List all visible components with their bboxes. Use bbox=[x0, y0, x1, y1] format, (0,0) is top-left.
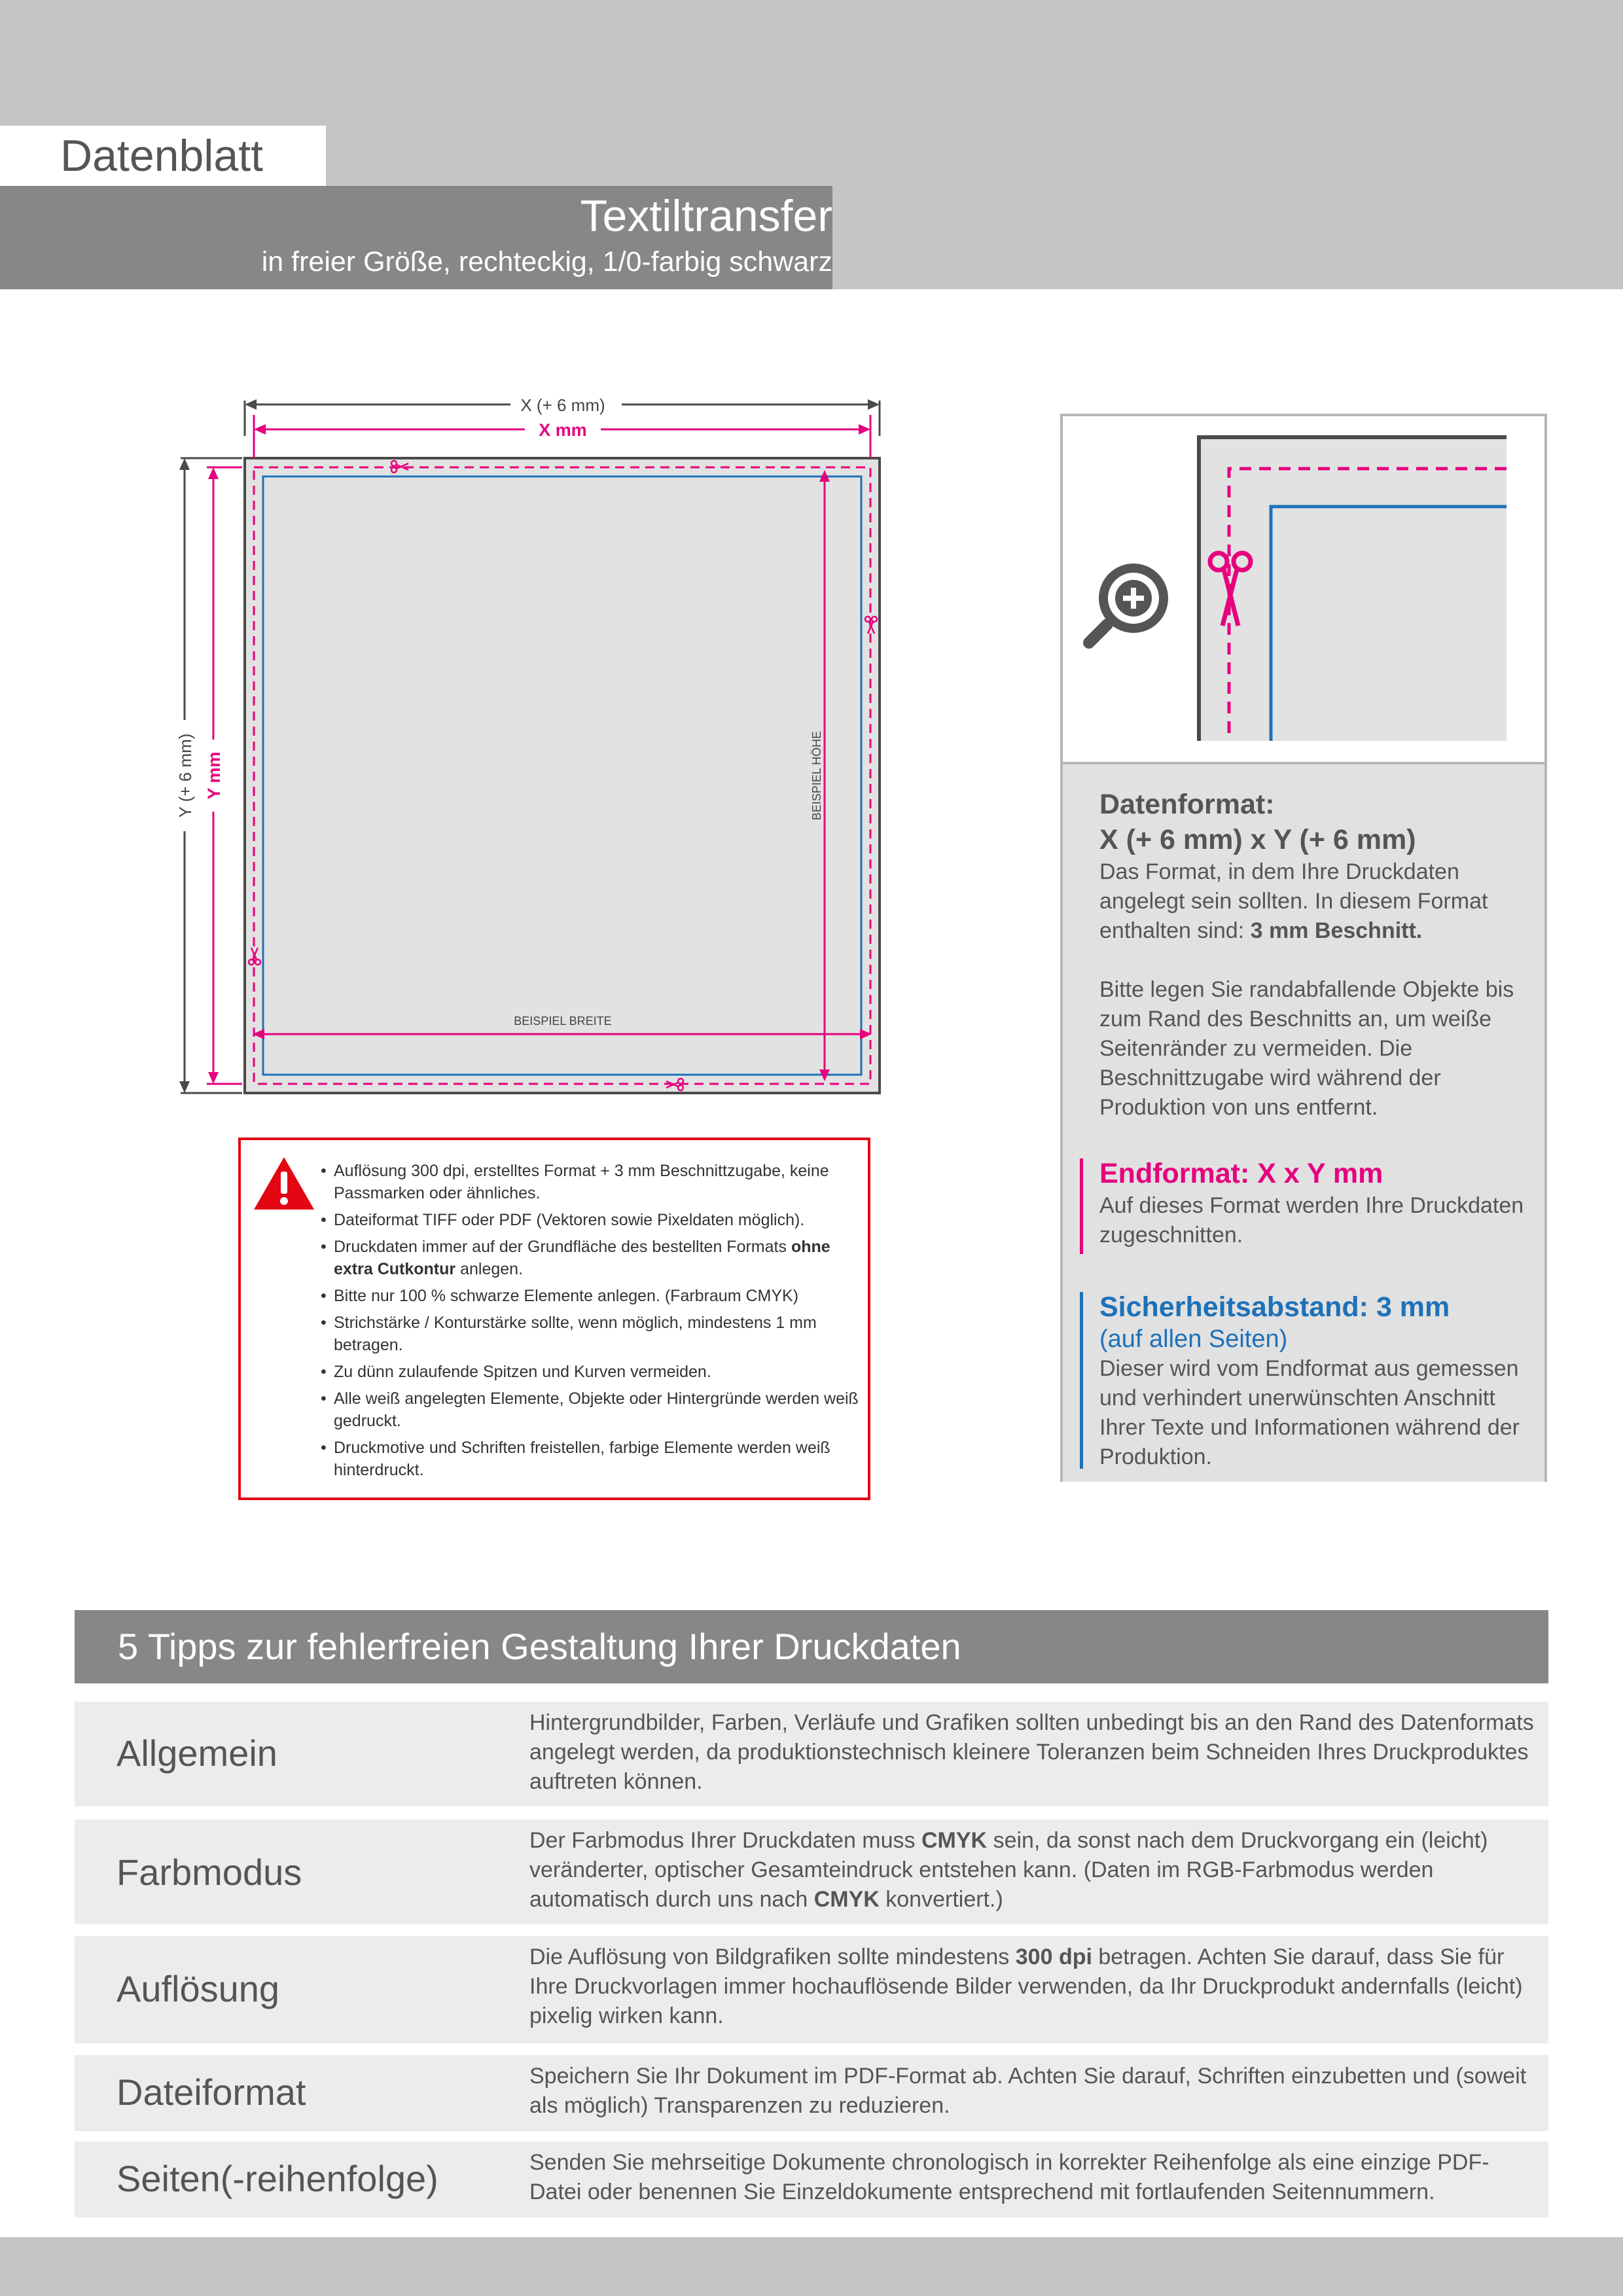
endformat-marker bbox=[1080, 1158, 1083, 1254]
warning-icon bbox=[253, 1156, 315, 1211]
tip-text: Der Farbmodus Ihrer Druckdaten muss CMYK sein, da sonst nach dem Druckvorgang ein (leicht) veränderter, optischer Gesamteindruck entstehen kann. (Daten im RGB-Farbmodus werden automatisch durch uns nach CMYK konvertiert.) bbox=[529, 1828, 1488, 1912]
endformat-text: Auf dieses Format werden Ihre Druckdaten zugeschnitten. bbox=[1099, 1193, 1524, 1247]
corner-detail-illustration bbox=[1063, 416, 1544, 762]
requirement-item: • Bitte nur 100 % schwarze Elemente anlegen. (Farbraum CMYK) bbox=[321, 1285, 864, 1307]
requirement-item: • Strichstärke / Konturstärke sollte, wenn möglich, mindestens 1 mm betragen. bbox=[321, 1312, 864, 1356]
sicherheit-title: Sicherheitsabstand: 3 mm bbox=[1099, 1291, 1450, 1323]
tip-label: Dateiformat bbox=[116, 2072, 306, 2113]
document-label: Datenblatt bbox=[60, 131, 263, 181]
tip-text: Speichern Sie Ihr Dokument im PDF-Format ab. Achten Sie darauf, Schriften einzubetten und (soweit als möglich) Transparenzen zu reduzieren. bbox=[529, 2064, 1527, 2118]
dim-y-outer-label: Y (+ 6 mm) bbox=[175, 733, 195, 818]
datenformat-title: Datenformat: bbox=[1099, 789, 1275, 820]
requirement-item: • Druckmotive und Schriften freistellen, farbige Elemente werden weiß hinterdruckt. bbox=[321, 1437, 864, 1481]
datenformat-size: X (+ 6 mm) x Y (+ 6 mm) bbox=[1099, 824, 1416, 855]
sicherheit-subtitle: (auf allen Seiten) bbox=[1099, 1325, 1288, 1353]
requirement-item: • Alle weiß angelegten Elemente, Objekte oder Hintergründe werden weiß gedruckt. bbox=[321, 1388, 864, 1432]
info-panel bbox=[1060, 414, 1547, 1482]
tip-text: Senden Sie mehrseitige Dokumente chronologisch in korrekter Reihenfolge als eine einzige PDF-Datei oder benennen Sie Einzeldokumente entsprechend mit fortlaufenden Seitennummern. bbox=[529, 2150, 1489, 2204]
format-diagram bbox=[151, 386, 903, 1106]
requirements-box bbox=[238, 1138, 870, 1500]
tip-text: Hintergrundbilder, Farben, Verläufe und Grafiken sollten unbedingt bis an den Rand des Datenformats angelegt werden, da produktionstechnisch kleinere Toleranzen beim Schneiden Ihres Druckproduktes auftreten können. bbox=[529, 1710, 1534, 1794]
datenformat-text2: Bitte legen Sie randabfallende Objekte bis zum Rand des Beschnitts an, um weiße Seitenränder zu vermeiden. Die Beschnittzugabe wird während der Produktion von uns entfernt. bbox=[1099, 977, 1514, 1120]
tip-row-allgemein bbox=[75, 1702, 1548, 1806]
sicherheit-section bbox=[1099, 1289, 1531, 1472]
data-format-area bbox=[245, 458, 880, 1093]
tip-label: Seiten(-reihenfolge) bbox=[116, 2158, 438, 2199]
requirement-item: • Druckdaten immer auf der Grundfläche des bestellten Formats ohne extra Cutkontur anlegen. bbox=[321, 1236, 864, 1280]
dim-x-inner-label: X mm bbox=[539, 420, 587, 440]
dim-y-inner-label: Y mm bbox=[204, 751, 224, 800]
info-text-area bbox=[1063, 762, 1544, 1482]
dim-x-outer-label: X (+ 6 mm) bbox=[520, 395, 605, 415]
tip-row-seiten bbox=[75, 2142, 1548, 2217]
tip-row-farbmodus bbox=[75, 1820, 1548, 1924]
example-width-label: BEISPIEL BREITE bbox=[514, 1014, 612, 1028]
requirement-item: • Dateiformat TIFF oder PDF (Vektoren sowie Pixeldaten möglich). bbox=[321, 1209, 864, 1231]
example-height-label: BEISPIEL HÖHE bbox=[810, 730, 823, 821]
endformat-title: Endformat: X x Y mm bbox=[1099, 1158, 1383, 1189]
tips-title: 5 Tipps zur fehlerfreien Gestaltung Ihrer Druckdaten bbox=[118, 1626, 961, 1667]
tip-row-aufloesung bbox=[75, 1936, 1548, 2043]
tip-text: Die Auflösung von Bildgrafiken sollte mindestens 300 dpi betragen. Achten Sie darauf, dass Sie für Ihre Druckvorlagen immer hochauflösende Bilder verwenden, da Ihr Druckprodukt andernfalls (leicht) pixelig wirken kann. bbox=[529, 1945, 1523, 2028]
sicherheit-text: Dieser wird vom Endformat aus gemessen und verhindert unerwünschten Anschnitt Ihrer Texte und Informationen während der Produktion. bbox=[1099, 1356, 1520, 1469]
page-title: Textiltransfer bbox=[580, 191, 832, 241]
zoom-icon bbox=[1089, 568, 1164, 643]
datenformat-section bbox=[1099, 787, 1531, 1122]
endformat-section bbox=[1099, 1156, 1531, 1250]
tip-label: Auflösung bbox=[116, 1968, 280, 2009]
requirements-list bbox=[321, 1160, 864, 1486]
footer-band bbox=[0, 2237, 1623, 2296]
tip-row-dateiformat bbox=[75, 2055, 1548, 2131]
datenformat-text: Das Format, in dem Ihre Druckdaten angelegt sein sollten. In diesem Format enthalten sind: 3 mm Beschnitt. bbox=[1099, 859, 1488, 943]
requirement-item: • Auflösung 300 dpi, erstelltes Format + 3 mm Beschnittzugabe, keine Passmarken oder ähnliches. bbox=[321, 1160, 864, 1204]
requirement-item: • Zu dünn zulaufende Spitzen und Kurven vermeiden. bbox=[321, 1361, 864, 1383]
tip-label: Allgemein bbox=[116, 1732, 277, 1774]
page-subtitle: in freier Größe, rechteckig, 1/0-farbig schwarz bbox=[261, 246, 832, 278]
sicherheit-marker bbox=[1080, 1292, 1083, 1469]
tip-label: Farbmodus bbox=[116, 1852, 302, 1893]
